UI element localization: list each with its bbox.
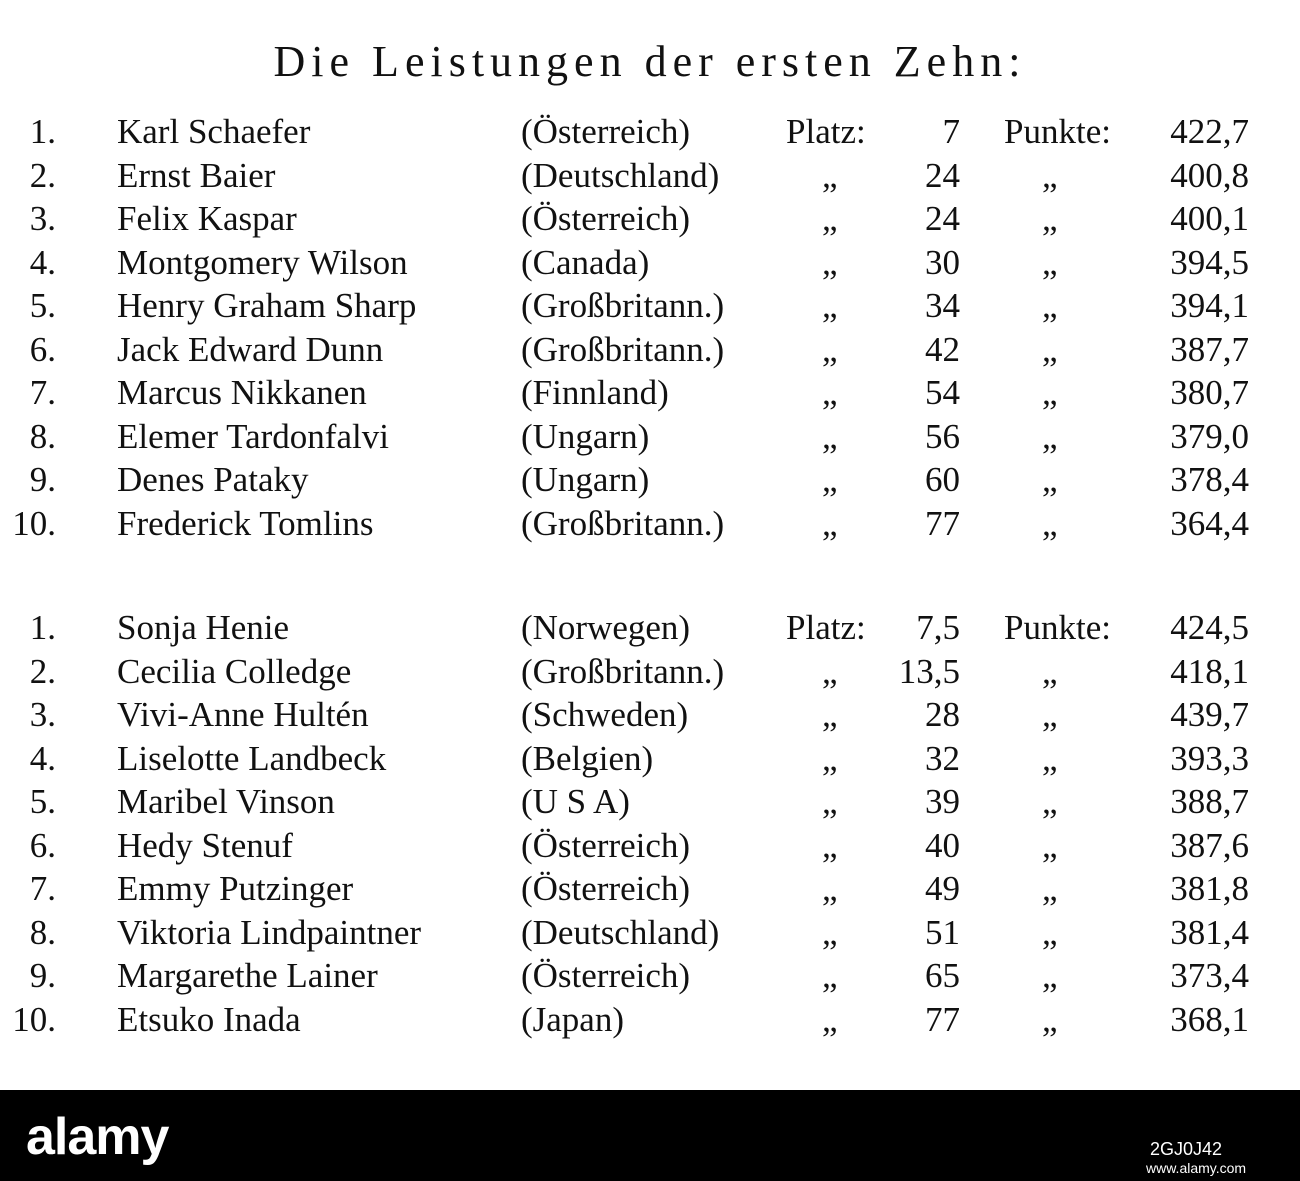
result-row — [0, 241, 1300, 284]
result-row — [0, 911, 1300, 954]
skater-name: Montgomery Wilson — [117, 242, 408, 282]
platz-value: 60 — [925, 460, 960, 499]
punkte-value: 394,1 — [1170, 286, 1249, 325]
rank-number: 1. — [29, 608, 56, 647]
platz-label: Platz: — [786, 608, 866, 647]
rank-number: 7. — [29, 373, 56, 412]
skater-country: (Ungarn) — [521, 460, 650, 499]
ditto-mark: „ — [1042, 651, 1058, 691]
skater-name: Henry Graham Sharp — [117, 286, 417, 325]
skater-name: Elemer Tardonfalvi — [117, 416, 389, 456]
skater-country: (Österreich) — [521, 112, 691, 151]
skater-country: (Schweden) — [521, 695, 689, 734]
punkte-label: Punkte: — [1004, 112, 1111, 151]
platz-value: 39 — [925, 782, 960, 821]
punkte-value: 378,4 — [1170, 460, 1249, 499]
ditto-mark: „ — [822, 329, 838, 369]
site-url-label: www.alamy.com — [1146, 1160, 1247, 1176]
skater-country: (Großbritann.) — [521, 329, 725, 369]
result-row — [0, 737, 1300, 780]
rank-number: 6. — [29, 329, 56, 369]
skater-country: (Großbritann.) — [521, 651, 725, 691]
platz-value: 34 — [925, 286, 960, 325]
ditto-mark: „ — [1042, 329, 1058, 369]
ditto-mark: „ — [822, 286, 838, 325]
platz-value: 40 — [925, 825, 960, 865]
ditto-mark: „ — [822, 373, 838, 412]
skater-name: Etsuko Inada — [117, 999, 301, 1039]
skater-country: (Österreich) — [521, 956, 691, 995]
result-row — [0, 606, 1300, 649]
result-row — [0, 867, 1300, 910]
punkte-value: 387,6 — [1170, 825, 1249, 865]
platz-value: 7,5 — [916, 608, 960, 647]
skater-country: (Ungarn) — [521, 416, 650, 456]
ditto-mark: „ — [822, 651, 838, 691]
result-row — [0, 780, 1300, 823]
rank-number: 7. — [29, 869, 56, 908]
ditto-mark: „ — [1042, 416, 1058, 456]
punkte-value: 368,1 — [1170, 999, 1249, 1039]
rank-number: 1. — [29, 112, 56, 151]
platz-value: 13,5 — [898, 651, 960, 691]
skater-name: Hedy Stenuf — [117, 825, 293, 865]
result-row — [0, 458, 1300, 501]
rank-number: 6. — [29, 825, 56, 865]
punkte-value: 393,3 — [1170, 738, 1249, 778]
ditto-mark: „ — [1042, 373, 1058, 412]
skater-country: (Österreich) — [521, 199, 691, 238]
ditto-mark: „ — [822, 956, 838, 995]
skater-country: (U S A) — [521, 782, 630, 821]
image-id-label: 2GJ0J42 — [1150, 1139, 1223, 1159]
ditto-mark: „ — [822, 199, 838, 238]
skater-name: Viktoria Lindpaintner — [117, 912, 422, 952]
platz-label: Platz: — [786, 112, 866, 151]
skater-name: Maribel Vinson — [117, 782, 335, 821]
skater-name: Margarethe Lainer — [117, 956, 378, 995]
ditto-mark: „ — [1042, 695, 1058, 734]
ditto-mark: „ — [1042, 999, 1058, 1039]
platz-value: 42 — [925, 329, 960, 369]
ditto-mark: „ — [1042, 825, 1058, 865]
punkte-value: 422,7 — [1170, 112, 1249, 151]
platz-value: 32 — [925, 738, 960, 778]
platz-value: 56 — [925, 416, 960, 456]
alamy-logo: alamy — [26, 1108, 169, 1166]
result-row — [0, 954, 1300, 997]
skater-name: Denes Pataky — [117, 460, 309, 499]
punkte-value: 424,5 — [1170, 608, 1249, 647]
skater-country: (Großbritann.) — [521, 286, 725, 325]
rank-number: 5. — [29, 286, 56, 325]
ditto-mark: „ — [1042, 869, 1058, 908]
rank-number: 10. — [12, 999, 56, 1039]
ditto-mark: „ — [1042, 503, 1058, 543]
rank-number: 8. — [29, 912, 56, 952]
punkte-value: 379,0 — [1170, 416, 1249, 456]
ditto-mark: „ — [822, 155, 838, 195]
result-row — [0, 154, 1300, 197]
result-row — [0, 371, 1300, 414]
punkte-value: 387,7 — [1170, 329, 1249, 369]
punkte-value: 381,8 — [1170, 869, 1249, 908]
rank-number: 3. — [29, 199, 56, 238]
punkte-value: 439,7 — [1170, 695, 1249, 734]
skater-name: Frederick Tomlins — [117, 503, 374, 543]
ditto-mark: „ — [1042, 199, 1058, 238]
result-row — [0, 824, 1300, 867]
punkte-value: 400,8 — [1170, 155, 1249, 195]
ditto-mark: „ — [822, 738, 838, 778]
skater-name: Cecilia Colledge — [117, 651, 352, 691]
ditto-mark: „ — [822, 242, 838, 282]
ditto-mark: „ — [822, 460, 838, 499]
result-row — [0, 328, 1300, 371]
ditto-mark: „ — [822, 999, 838, 1039]
page-title: Die Leistungen der ersten Zehn: — [273, 37, 1027, 86]
rank-number: 9. — [29, 956, 56, 995]
result-row — [0, 197, 1300, 240]
punkte-value: 394,5 — [1170, 242, 1249, 282]
watermark-banner — [0, 1090, 1300, 1181]
ditto-mark: „ — [1042, 956, 1058, 995]
rank-number: 3. — [29, 695, 56, 734]
platz-value: 49 — [925, 869, 960, 908]
platz-value: 77 — [925, 999, 960, 1039]
skater-name: Vivi-Anne Hultén — [117, 695, 369, 734]
result-row — [0, 693, 1300, 736]
platz-value: 28 — [925, 695, 960, 734]
skater-country: (Großbritann.) — [521, 503, 725, 543]
punkte-value: 400,1 — [1170, 199, 1249, 238]
skater-name: Jack Edward Dunn — [117, 329, 384, 369]
skater-country: (Deutschland) — [521, 912, 720, 952]
ditto-mark: „ — [1042, 286, 1058, 325]
skater-name: Emmy Putzinger — [117, 869, 354, 908]
skater-country: (Finnland) — [521, 373, 669, 412]
platz-value: 24 — [925, 199, 960, 238]
result-row — [0, 284, 1300, 327]
ditto-mark: „ — [822, 695, 838, 734]
skater-country: (Österreich) — [521, 825, 691, 865]
rank-number: 10. — [12, 503, 56, 543]
rank-number: 5. — [29, 782, 56, 821]
result-row — [0, 650, 1300, 693]
platz-value: 54 — [925, 373, 960, 412]
skater-country: (Canada) — [521, 242, 650, 282]
platz-value: 77 — [925, 503, 960, 543]
ditto-mark: „ — [822, 503, 838, 543]
skater-country: (Norwegen) — [521, 608, 691, 647]
punkte-value: 381,4 — [1170, 912, 1249, 952]
ditto-mark: „ — [1042, 460, 1058, 499]
skater-name: Felix Kaspar — [117, 199, 297, 238]
punkte-value: 418,1 — [1170, 651, 1249, 691]
result-row — [0, 502, 1300, 545]
skater-country: (Japan) — [521, 999, 625, 1039]
skater-name: Karl Schaefer — [117, 112, 311, 151]
platz-value: 30 — [925, 242, 960, 282]
skater-country: (Deutschland) — [521, 155, 720, 195]
skater-name: Marcus Nikkanen — [117, 373, 367, 412]
punkte-value: 388,7 — [1170, 782, 1249, 821]
ditto-mark: „ — [1042, 782, 1058, 821]
rank-number: 9. — [29, 460, 56, 499]
rank-number: 2. — [29, 651, 56, 691]
ditto-mark: „ — [822, 869, 838, 908]
platz-value: 24 — [925, 155, 960, 195]
ditto-mark: „ — [822, 912, 838, 952]
punkte-label: Punkte: — [1004, 608, 1111, 647]
ditto-mark: „ — [822, 416, 838, 456]
platz-value: 65 — [925, 956, 960, 995]
ditto-mark: „ — [822, 825, 838, 865]
platz-value: 7 — [942, 112, 960, 151]
ditto-mark: „ — [1042, 155, 1058, 195]
skater-name: Sonja Henie — [117, 608, 290, 647]
ditto-mark: „ — [1042, 242, 1058, 282]
rank-number: 4. — [29, 242, 56, 282]
skater-country: (Österreich) — [521, 869, 691, 908]
rank-number: 2. — [29, 155, 56, 195]
punkte-value: 380,7 — [1170, 373, 1249, 412]
punkte-value: 373,4 — [1170, 956, 1249, 995]
skater-name: Liselotte Landbeck — [117, 738, 387, 778]
rank-number: 4. — [29, 738, 56, 778]
ditto-mark: „ — [1042, 912, 1058, 952]
result-row — [0, 415, 1300, 458]
ditto-mark: „ — [1042, 738, 1058, 778]
result-row — [0, 110, 1300, 153]
result-row — [0, 998, 1300, 1041]
rank-number: 8. — [29, 416, 56, 456]
platz-value: 51 — [925, 912, 960, 952]
ditto-mark: „ — [822, 782, 838, 821]
skater-country: (Belgien) — [521, 738, 654, 778]
skater-name: Ernst Baier — [117, 155, 276, 195]
punkte-value: 364,4 — [1170, 503, 1249, 543]
